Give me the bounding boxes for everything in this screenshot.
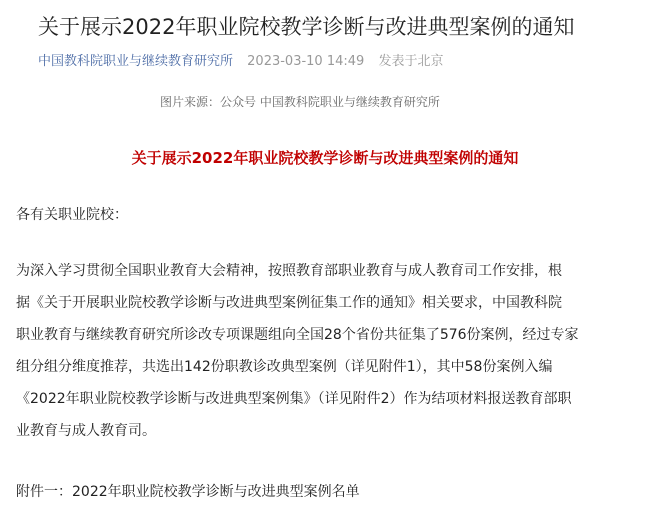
image-credit: 图片来源：公众号 中国教科院职业与继续教育研究所 (160, 95, 440, 109)
body-line: 职业教育与继续教育研究所诊改专项课题组向全国28个省份共征集了576份案例，经过专家 (16, 327, 579, 343)
article-meta (38, 53, 443, 71)
article-title: 关于展示2022年职业院校教学诊断与改进典型案例的通知 (38, 15, 575, 39)
publish-location: 发表于北京 (378, 54, 444, 69)
body-line: 《2022年职业院校教学诊断与改进典型案例集》（详见附件2）作为结项材料报送教育部职 (16, 391, 572, 407)
notice-heading: 关于展示2022年职业院校教学诊断与改进典型案例的通知 (131, 149, 519, 167)
greeting: 各有关职业院校： (16, 207, 128, 223)
body-line: 为深入学习贯彻全国职业教育大会精神，按照教育部职业教育与成人教育司工作安排，根 (16, 263, 562, 279)
body-paragraph (16, 260, 641, 452)
publish-date: 2023-03-10 14:49 (247, 54, 365, 69)
body-line: 业教育与成人教育司。 (16, 423, 156, 439)
source-link[interactable]: 中国教科院职业与继续教育研究所 (38, 54, 234, 69)
body-line: 据《关于开展职业院校教学诊断与改进典型案例征集工作的通知》相关要求，中国教科院 (16, 295, 562, 311)
body-line: 组分组分维度推荐，共选出142份职教诊改典型案例（详见附件1），其中58份案例入编 (16, 359, 553, 375)
attachment-title: 附件一：2022年职业院校教学诊断与改进典型案例名单 (16, 484, 360, 500)
